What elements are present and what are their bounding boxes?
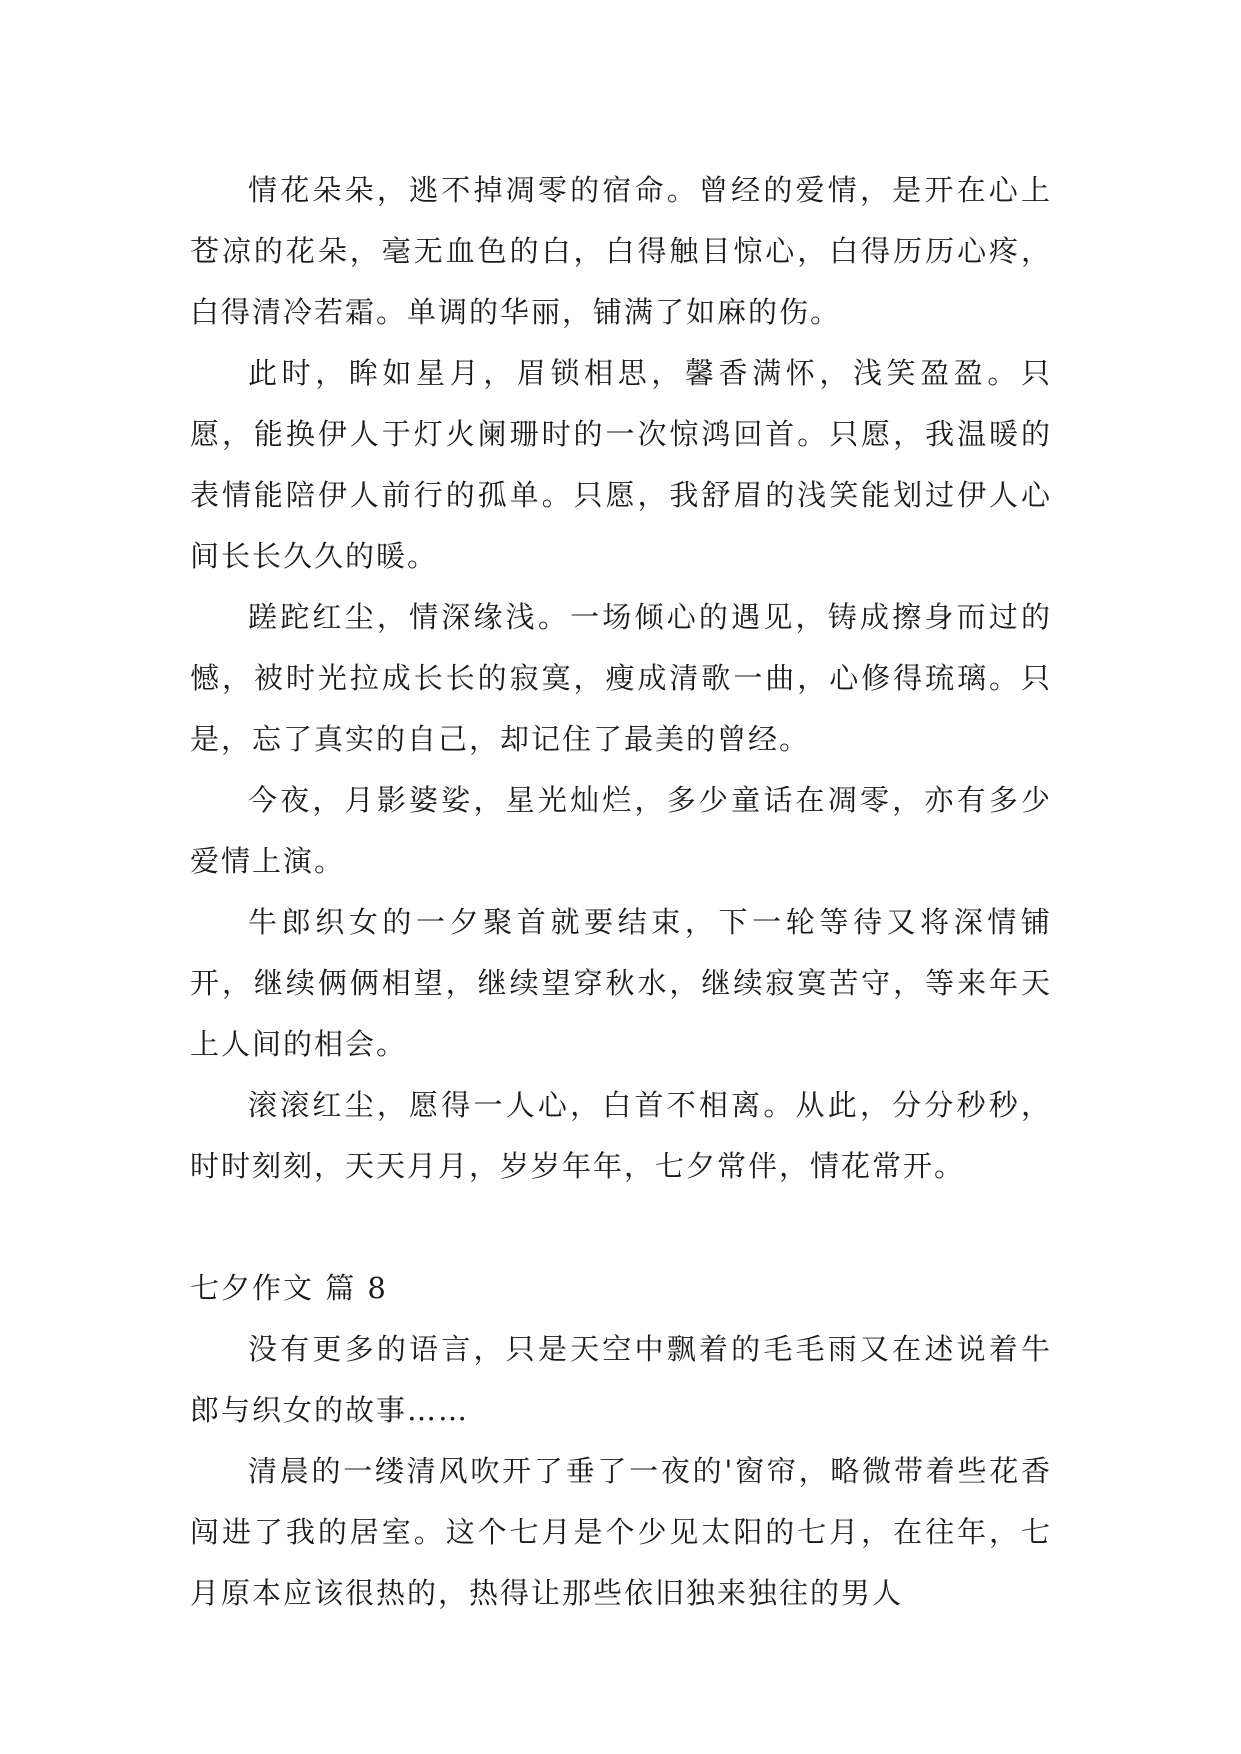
paragraph: 滚滚红尘，愿得一人心，白首不相离。从此，分分秒秒，时时刻刻，天天月月，岁岁年年，七夕常伴，情花常开。 — [190, 1088, 1052, 1183]
paragraph: 没有更多的语言，只是天空中飘着的毛毛雨又在述说着牛郎与织女的故事…… — [190, 1332, 1052, 1427]
paragraph: 此时，眸如星月，眉锁相思，馨香满怀，浅笑盈盈。只愿，能换伊人于灯火阑珊时的一次惊鸿回首。只愿，我温暖的表情能陪伊人前行的孤单。只愿，我舒眉的浅笑能划过伊人心间长长久久的暖。 — [190, 356, 1052, 573]
paragraph: 牛郎织女的一夕聚首就要结束，下一轮等待又将深情铺开，继续俩俩相望，继续望穿秋水，继续寂寞苦守，等来年天上人间的相会。 — [190, 905, 1052, 1061]
section-spacer — [190, 1197, 1052, 1258]
document-page — [190, 160, 1052, 1624]
paragraph: 清晨的一缕清风吹开了垂了一夜的'窗帘，略微带着些花香闯进了我的居室。这个七月是个少见太阳的七月，在往年，七月原本应该很热的，热得让那些依旧独来独往的男人 — [190, 1454, 1052, 1610]
paragraph: 今夜，月影婆娑，星光灿烂，多少童话在凋零，亦有多少爱情上演。 — [190, 783, 1052, 878]
paragraph: 蹉跎红尘，情深缘浅。一场倾心的遇见，铸成擦身而过的憾，被时光拉成长长的寂寞，瘦成清歌一曲，心修得琉璃。只是，忘了真实的自己，却记住了最美的曾经。 — [190, 600, 1052, 756]
paragraph: 情花朵朵，逃不掉凋零的宿命。曾经的爱情，是开在心上苍凉的花朵，毫无血色的白，白得触目惊心，白得历历心疼，白得清冷若霜。单调的华丽，铺满了如麻的伤。 — [190, 173, 1052, 329]
section-heading: 七夕作文 篇 8 — [190, 1271, 388, 1305]
